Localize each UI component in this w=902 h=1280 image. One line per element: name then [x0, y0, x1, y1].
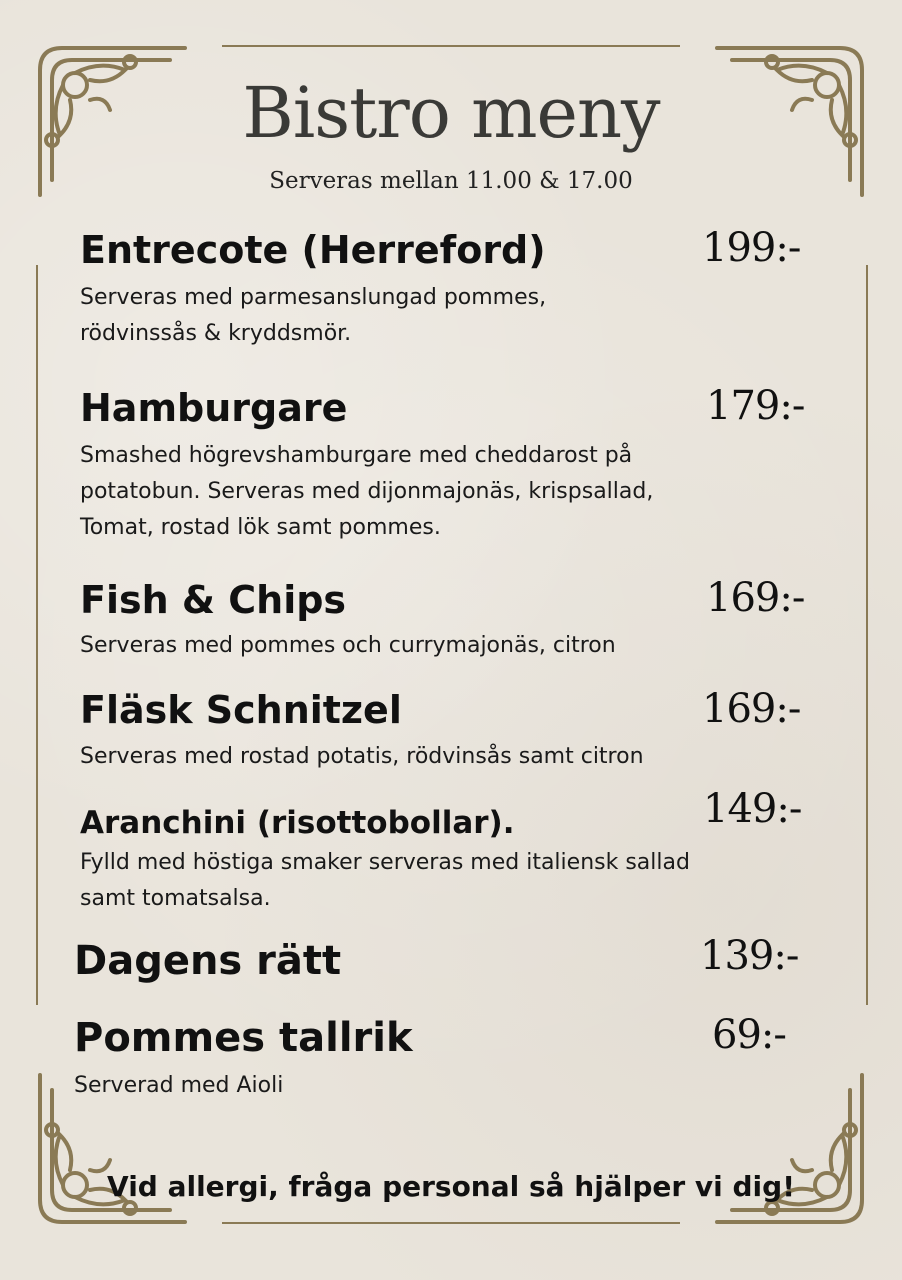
page-title: Bistro meny [242, 72, 660, 154]
menu-item-description-line: potatobun. Serveras med dijonmajonäs, krispsallad, [80, 479, 654, 504]
menu-item-description-line: rödvinssås & kryddsmör. [80, 321, 352, 346]
frame-right-line [866, 265, 868, 1005]
menu-item-description [80, 628, 770, 664]
menu-item-description-line: samt tomatsalsa. [80, 886, 271, 911]
menu-item-description [80, 280, 770, 352]
menu-item-price: 199:- [702, 225, 801, 271]
serving-hours: Serveras mellan 11.00 & 17.00 [269, 168, 633, 194]
frame-top-line [222, 45, 680, 47]
frame-left-line [36, 265, 38, 1005]
menu-item-description [80, 438, 770, 546]
menu-item-description [80, 845, 770, 917]
menu-item-description-line: Serveras med pommes och currymajonäs, citron [80, 633, 616, 658]
menu-item-price: 139:- [700, 933, 799, 979]
menu-item-description [74, 1068, 764, 1104]
menu-item-name: Hamburgare [80, 386, 348, 430]
menu-item-description-line: Serveras med rostad potatis, rödvinsås samt citron [80, 744, 644, 769]
menu-item-name: Entrecote (Herreford) [80, 228, 546, 272]
frame-bottom-line [222, 1222, 680, 1224]
menu-item-description-line: Fylld med höstiga smaker serveras med italiensk sallad [80, 850, 690, 875]
menu-item-name: Fläsk Schnitzel [80, 688, 402, 732]
menu-item-name: Fish & Chips [80, 578, 347, 622]
menu-item-name: Pommes tallrik [74, 1015, 413, 1061]
menu-item-description-line: Smashed högrevshamburgare med cheddarost på [80, 443, 633, 468]
menu-item-price: 179:- [706, 383, 805, 429]
menu-item-price: 69:- [712, 1012, 786, 1058]
menu-item-description-line: Serverad med Aioli [74, 1073, 284, 1098]
menu-item-description [80, 739, 770, 775]
menu-item-description-line: Serveras med parmesanslungad pommes, [80, 285, 547, 310]
menu-item-price: 169:- [702, 686, 801, 732]
menu-item-description-line: Tomat, rostad lök samt pommes. [80, 515, 441, 540]
allergy-note: Vid allergi, fråga personal så hjälper vi dig! [107, 1170, 795, 1203]
menu-item-price: 149:- [703, 786, 802, 832]
menu-item-price: 169:- [706, 575, 805, 621]
menu-item-name: Aranchini (risottobollar). [80, 805, 515, 841]
menu-item-name: Dagens rätt [74, 938, 342, 984]
